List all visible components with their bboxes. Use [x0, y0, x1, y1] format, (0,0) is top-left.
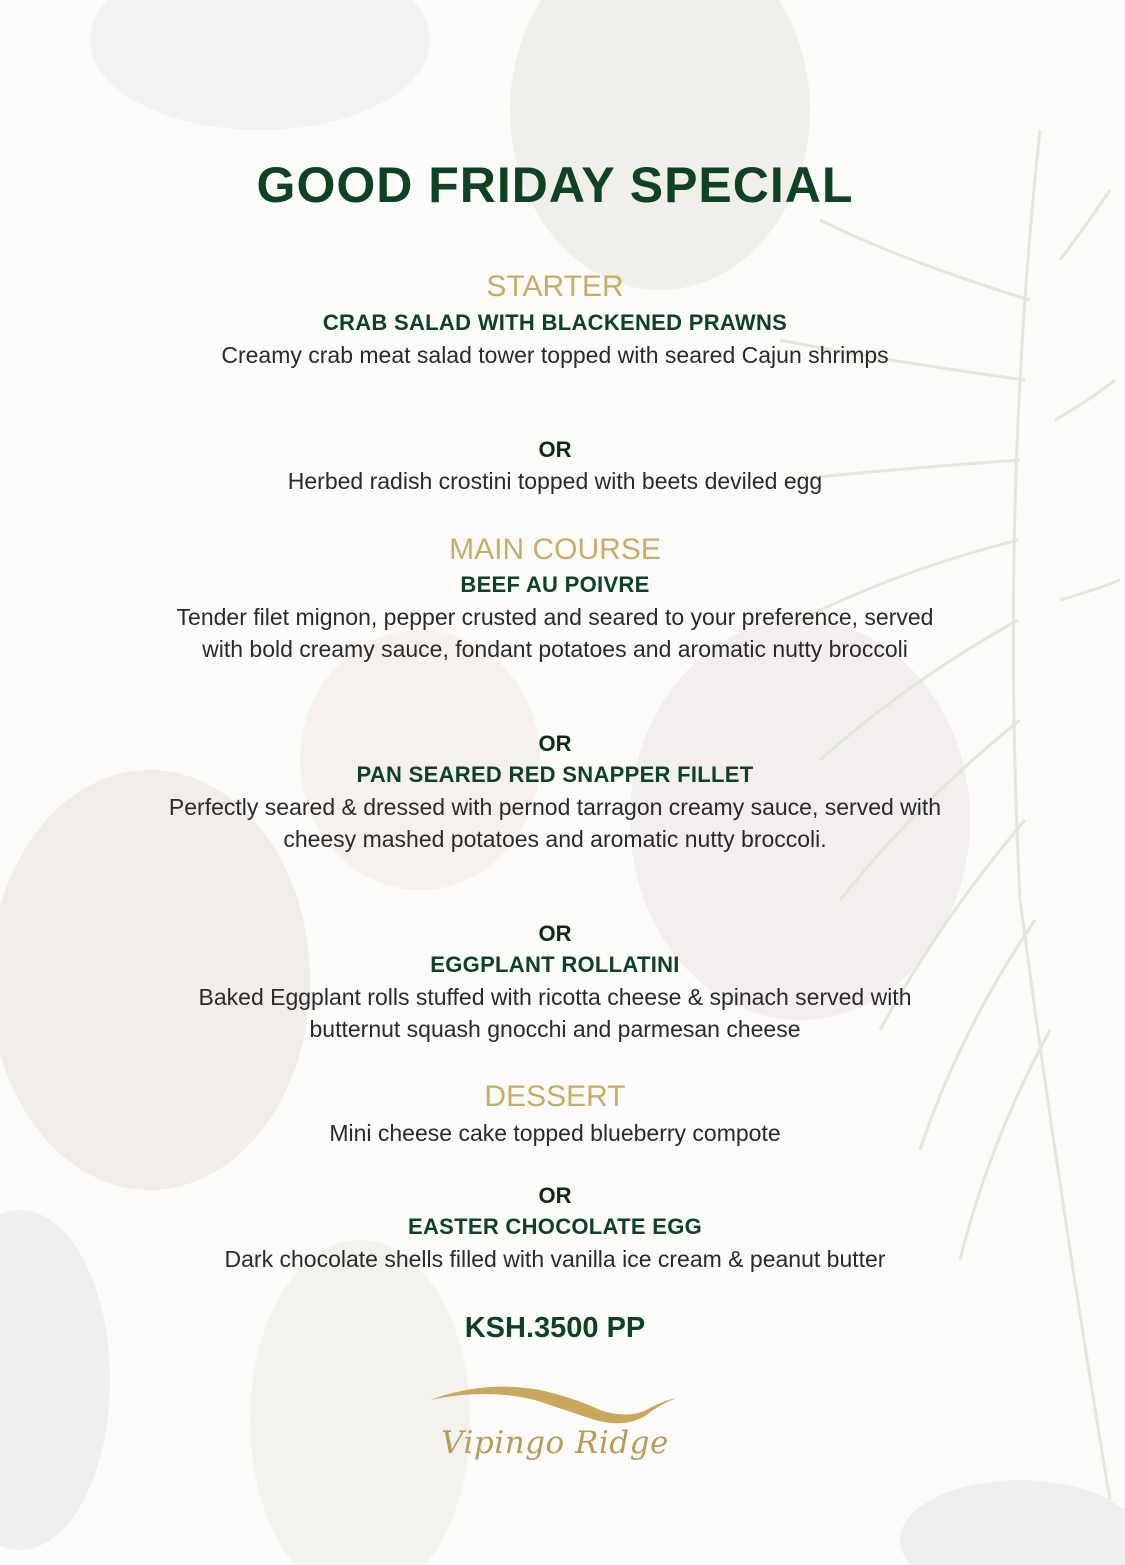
section-heading-dessert: DESSERT [484, 1080, 626, 1113]
dish-name-eggplant-rollatini: EGGPLANT ROLLATINI [430, 952, 680, 977]
or-separator: OR [538, 1183, 572, 1208]
page-title: GOOD FRIDAY SPECIAL [256, 157, 854, 213]
dish-description-eggplant-rollatini: Baked Eggplant rolls stuffed with ricotta cheese & spinach served with butternut squash gnocchi and parmesan cheese [198, 984, 912, 1042]
dish-description-red-snapper: Perfectly seared & dressed with pernod tarragon creamy sauce, served with cheesy mashed potatoes and aromatic nutty broccoli. [168, 794, 942, 852]
dish-name-crab-salad: CRAB SALAD WITH BLACKENED PRAWNS [322, 310, 788, 335]
section-heading-starter: STARTER [486, 270, 624, 303]
logo-text: Vipingo Ridge [441, 1425, 669, 1461]
or-separator: OR [538, 437, 572, 462]
dish-description-beef-au-poivre: Tender filet mignon, pepper crusted and seared to your preference, served with bold creamy sauce, fondant potatoes and aromatic nutty broccoli [176, 604, 934, 662]
dish-name-beef-au-poivre: BEEF AU POIVRE [460, 572, 650, 597]
dish-name-red-snapper: PAN SEARED RED SNAPPER FILLET [356, 762, 754, 787]
dish-description-easter-chocolate-egg: Dark chocolate shells filled with vanilla ice cream & peanut butter [224, 1246, 886, 1272]
or-separator: OR [538, 731, 572, 756]
price-label: KSH.3500 PP [464, 1312, 646, 1344]
section-heading-main-course: MAIN COURSE [449, 533, 661, 566]
or-separator: OR [538, 921, 572, 946]
dish-name-easter-chocolate-egg: EASTER CHOCOLATE EGG [407, 1214, 703, 1239]
dish-description-cheese-cake: Mini cheese cake topped blueberry compote [329, 1120, 781, 1146]
dish-description-radish-crostini: Herbed radish crostini topped with beets deviled egg [287, 468, 823, 494]
dish-description-crab-salad: Creamy crab meat salad tower topped with seared Cajun shrimps [221, 342, 889, 368]
